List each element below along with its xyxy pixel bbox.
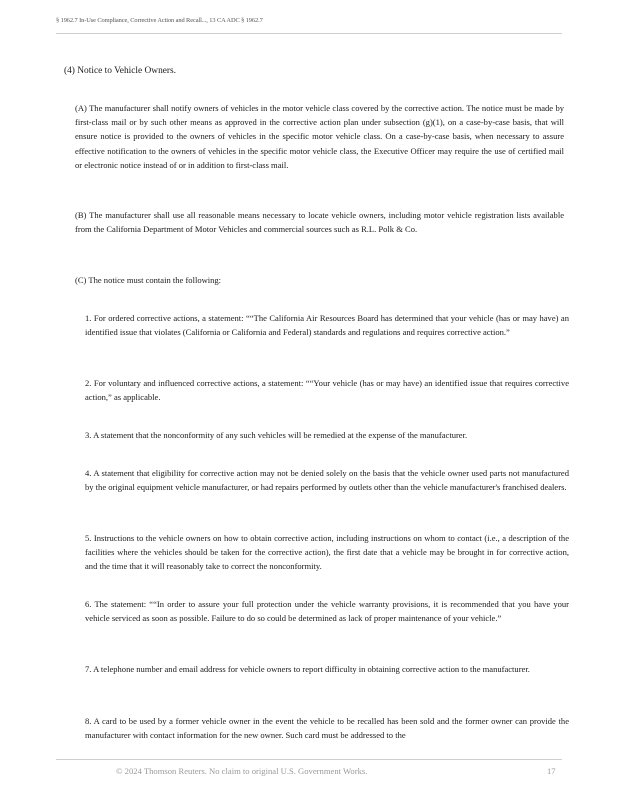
list-item-7: 7. A telephone number and email address for vehicle owners to report difficulty in obtaining corrective action to the manufacturer. — [85, 664, 530, 674]
paragraph-c: (C) The notice must contain the following: — [75, 275, 222, 285]
list-item-4: 4. A statement that eligibility for corrective action may not be denied solely on the basis that the vehicle owner used parts not manufactured by the original equipment vehicle manufacturer, or had repairs performed by outlets other than the vehicle manufacturer's franchised dealers. — [85, 468, 569, 493]
list-item-5: 5. Instructions to the vehicle owners on how to obtain corrective action, including instructions on whom to contact (i.e., a description of the facilities where the vehicles should be taken for the corrective action), the first date that a vehicle may be brought in for corrective action, and the time that it will reasonably take to correct the nonconformity. — [85, 533, 569, 572]
list-item-1: 1. For ordered corrective actions, a statement: ““The California Air Resources Board has determined that your vehicle (has or may have) an identified issue that violates (California or California and Federal) standards and regulations and requires corrective action.” — [85, 313, 569, 338]
header-rule — [56, 33, 562, 34]
list-item-3: 3. A statement that the nonconformity of any such vehicles will be remedied at the expense of the manufacturer. — [85, 430, 468, 440]
paragraph-a: (A) The manufacturer shall notify owners of vehicles in the motor vehicle class covered by the corrective action. The notice must be made by first-class mail or by such other means as approved in the corrective action plan under subsection (g)(1), on a case-by-case basis, that will ensure notice is provided to the owners of vehicles in the specific motor vehicle class. On a case-by-case basis, when necessary to assure effective notification to the owners of vehicles in the specific motor vehicle class, the Executive Officer may require the use of certified mail or electronic notice instead of or in addition to first-class mail. — [75, 103, 564, 170]
running-head: § 1962.7 In-Use Compliance, Corrective Action and Recall..., 13 CA ADC § 1962.7 — [56, 17, 263, 24]
paragraph-b: (B) The manufacturer shall use all reasonable means necessary to locate vehicle owners, including motor vehicle registration lists available from the California Department of Motor Vehicles and commercial sources such as R.L. Polk & Co. — [75, 210, 564, 235]
list-item-6: 6. The statement: ““In order to assure your full protection under the vehicle warranty provisions, it is recommended that you have your vehicle serviced as soon as possible. Failure to do so could be determined as lack of proper maintenance of your vehicle.” — [85, 599, 569, 624]
list-item-2: 2. For voluntary and influenced corrective actions, a statement: ““Your vehicle (has or may have) an identified issue that requires corrective action,” as applicable. — [85, 378, 569, 403]
page-number: 17 — [547, 766, 556, 776]
section-title: (4) Notice to Vehicle Owners. — [64, 66, 177, 76]
footer-rule — [56, 759, 562, 760]
copyright-notice: © 2024 Thomson Reuters. No claim to original U.S. Government Works. — [116, 766, 368, 776]
list-item-8: 8. A card to be used by a former vehicle owner in the event the vehicle to be recalled has been sold and the former owner can provide the manufacturer with contact information for the new owner. Such card must be addressed to the — [85, 716, 569, 741]
